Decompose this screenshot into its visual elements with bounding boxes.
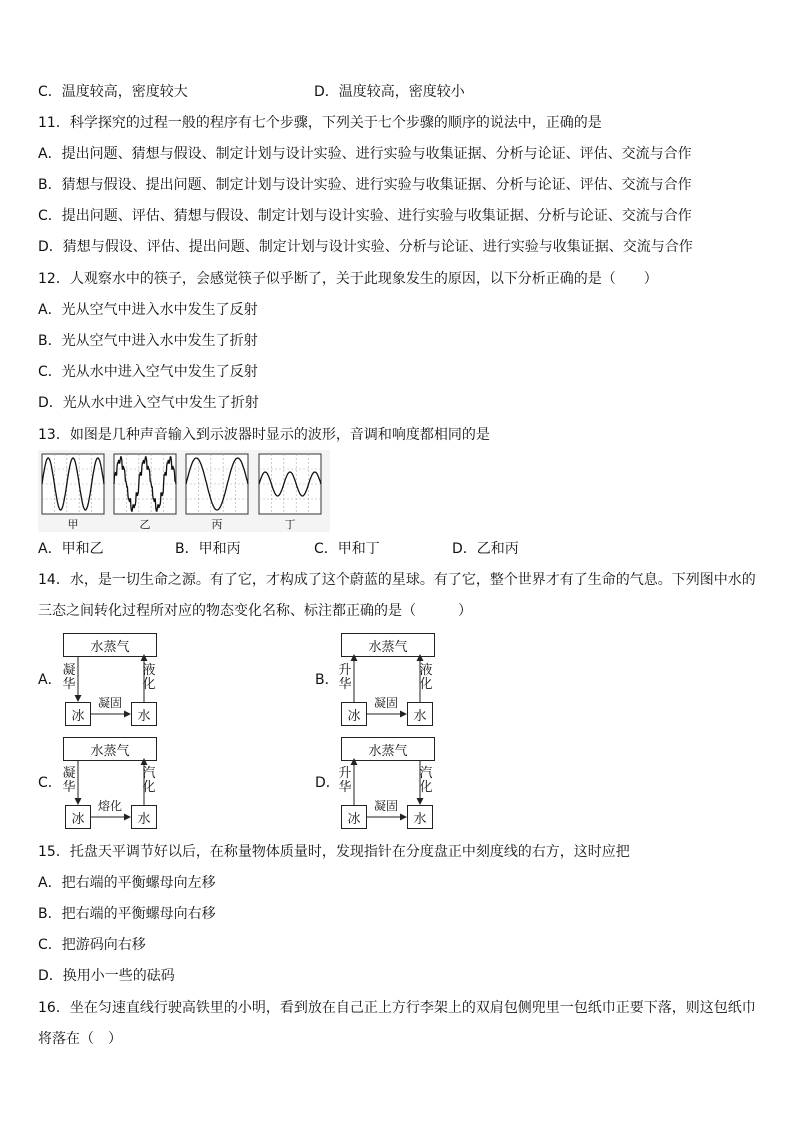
diagram-b-mid-label: 凝固 xyxy=(374,696,399,710)
q14-stem-line1: 14．水，是一切生命之源。有了它，才构成了这个蔚蓝的星球。有了它，整个世界才有了生命的气息。下列图中水的 xyxy=(38,572,756,588)
diagram-a-letter: A． xyxy=(38,672,62,688)
diagram-d-mid-label: 凝固 xyxy=(374,799,399,813)
q11-option-c: C．提出问题、评估、猜想与假设、制定计划与设计实验、进行实验与收集证据、分析与论证、交流与合作 xyxy=(38,208,692,224)
q13-option-d: D．乙和丙 xyxy=(452,541,519,557)
q12-option-b: B．光从空气中进入水中发生了折射 xyxy=(38,333,258,349)
diagram-b-vapor-box: 水蒸气 xyxy=(341,633,435,657)
wave-label-yi: 乙 xyxy=(139,518,151,531)
q13-option-b: B．甲和丙 xyxy=(175,541,241,557)
diagram-b-up-label: 液化 xyxy=(419,663,433,692)
q10-option-c: C．温度较高，密度较大 xyxy=(38,84,188,100)
diagram-c-up-label: 汽化 xyxy=(142,766,156,795)
diagram-b-water-box: 水 xyxy=(407,702,433,726)
diagram-b-down-label: 升华 xyxy=(338,663,352,692)
diagram-c-letter: C． xyxy=(38,775,62,791)
q10-option-d: D．温度较高，密度较小 xyxy=(314,84,465,100)
diagram-d-letter: D． xyxy=(315,775,340,791)
q14-stem-line2: 三态之间转化过程所对应的物态变化名称、标注都正确的是（ ） xyxy=(38,603,472,619)
wave-label-bing: 丙 xyxy=(211,518,223,531)
q15-option-d: D．换用小一些的砝码 xyxy=(38,968,175,984)
q11-option-a: A．提出问题、猜想与假设、制定计划与设计实验、进行实验与收集证据、分析与论证、评估、交流与合作 xyxy=(38,146,692,162)
q12-option-c: C．光从水中进入空气中发生了反射 xyxy=(38,364,258,380)
diagram-a-mid-label: 凝固 xyxy=(98,696,123,710)
diagram-a-water-box: 水 xyxy=(131,702,157,726)
diagram-c-ice-box: 冰 xyxy=(65,805,91,829)
diagram-a-ice-box: 冰 xyxy=(65,702,91,726)
q11-stem: 11．科学探究的过程一般的程序有七个步骤，下列关于七个步骤的顺序的说法中，正确的是 xyxy=(38,115,602,131)
diagram-c-vapor-box: 水蒸气 xyxy=(63,737,157,761)
diagram-a-vapor-box: 水蒸气 xyxy=(63,633,157,657)
q11-option-d: D．猜想与假设、评估、提出问题、制定计划与设计实验、分析与论证、进行实验与收集证据、交流与合作 xyxy=(38,239,693,255)
diagram-b-ice-box: 冰 xyxy=(341,702,367,726)
diagram-b-letter: B． xyxy=(315,672,339,688)
q12-option-d: D．光从水中进入空气中发生了折射 xyxy=(38,395,259,411)
q16-stem-line1: 16．坐在匀速直线行驶高铁里的小明，看到放在自己正上方行李架上的双肩包侧兜里一包纸巾正要下落，则这包纸巾 xyxy=(38,1000,756,1016)
q15-option-b: B．把右端的平衡螺母向右移 xyxy=(38,906,216,922)
diagram-d-vapor-box: 水蒸气 xyxy=(341,737,435,761)
diagram-d-water-box: 水 xyxy=(407,805,433,829)
wave-label-jia: 甲 xyxy=(67,518,79,531)
diagram-d-down-label: 升华 xyxy=(338,766,352,795)
diagram-a-down-label: 凝华 xyxy=(62,663,76,692)
q15-option-a: A．把右端的平衡螺母向左移 xyxy=(38,875,216,891)
q13-option-c: C．甲和丁 xyxy=(314,541,380,557)
q13-stem: 13．如图是几种声音输入到示波器时显示的波形，音调和响度都相同的是 xyxy=(38,427,490,443)
q16-stem-line2: 将落在（ ） xyxy=(38,1031,122,1047)
q15-stem: 15．托盘天平调节好以后，在称量物体质量时，发现指针在分度盘正中刻度线的右方，这时应把 xyxy=(38,844,630,860)
diagram-c-water-box: 水 xyxy=(131,805,157,829)
diagram-d-ice-box: 冰 xyxy=(341,805,367,829)
q11-option-b: B．猜想与假设、提出问题、制定计划与设计实验、进行实验与收集证据、分析与论证、评估、交流与合作 xyxy=(38,177,692,193)
diagram-d-up-label: 汽化 xyxy=(419,766,433,795)
wave-label-ding: 丁 xyxy=(284,518,296,531)
q15-option-c: C．把游码向右移 xyxy=(38,937,146,953)
diagram-a-up-label: 液化 xyxy=(142,663,156,692)
q12-option-a: A．光从空气中进入水中发生了反射 xyxy=(38,302,258,318)
q12-stem: 12．人观察水中的筷子，会感觉筷子似乎断了，关于此现象发生的原因，以下分析正确的是（ ） xyxy=(38,271,658,287)
q13-option-a: A．甲和乙 xyxy=(38,541,104,557)
diagram-c-mid-label: 熔化 xyxy=(98,799,123,813)
diagram-c-down-label: 凝华 xyxy=(62,766,76,795)
